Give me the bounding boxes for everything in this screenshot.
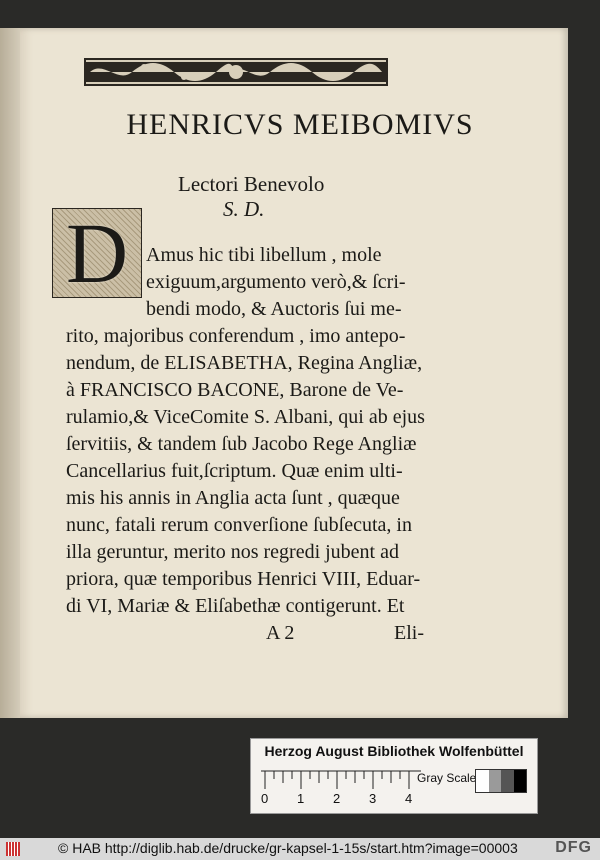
page-heading: HENRICVS MEIBOMIVS	[126, 108, 474, 141]
text-line: mis his annis in Anglia acta ſunt , quæque	[66, 487, 400, 509]
initial-letter: D	[65, 205, 129, 301]
swatch	[514, 770, 527, 792]
text-line: nendum, de ELISABETHA, Regina Angliæ,	[66, 352, 423, 374]
swatch	[501, 770, 514, 792]
text-line: illa geruntur, merito nos regredi jubent ad	[66, 541, 399, 563]
text-line: priora, quæ temporibus Henrici VIII, Eduar-	[66, 568, 421, 590]
text-line: nunc, fatali rerum converſione ſubſecuta, in	[66, 514, 412, 536]
ruler-number: 1	[297, 791, 305, 806]
ruler-number: 4	[405, 791, 413, 806]
text-line: Amus hic tibi libellum , mole	[146, 244, 382, 266]
footer-bar	[0, 838, 600, 860]
colorbar-title: Herzog August Bibliothek Wolfenbüttel	[264, 743, 524, 759]
text-line: rito, majoribus conferendum , imo antepo-	[66, 325, 406, 347]
dfg-logo: DFG	[555, 839, 592, 856]
ruler-number: 2	[333, 791, 341, 806]
text-line: rulamio,& ViceComite S. Albani, qui ab ejus	[66, 406, 425, 428]
hab-logo-icon	[6, 842, 20, 856]
salutation-sd: S. D.	[223, 197, 265, 221]
salutation-line: Lectori Benevolo	[178, 172, 325, 196]
gray-swatches	[475, 769, 527, 793]
signature-mark: A 2	[266, 622, 295, 644]
ruler-scale-icon	[261, 769, 421, 791]
text-line: di VI, Mariæ & Eliſabethæ contigerunt. Et	[66, 595, 405, 617]
headpiece-ornament-icon	[84, 58, 388, 86]
decorated-initial	[52, 205, 142, 301]
text-line: Cancellarius fuit,ſcriptum. Quæ enim ulti-	[66, 460, 403, 482]
text-line: exiguum,argumento verò,& ſcri-	[146, 271, 406, 293]
text-line: à FRANCISCO BACONE, Barone de Ve-	[66, 379, 404, 401]
swatch	[476, 770, 489, 792]
text-line: bendi modo, & Auctoris ſui me-	[146, 298, 402, 320]
ruler-number: 3	[369, 791, 377, 806]
catchword: Eli-	[394, 622, 424, 644]
source-url[interactable]: © HAB http://diglib.hab.de/drucke/gr-kapsel-1-15s/start.htm?image=00003	[58, 840, 518, 856]
gray-scale-label: Gray Scale	[417, 771, 477, 785]
swatch	[489, 770, 502, 792]
text-line: ſervitiis, & tandem ſub Jacobo Rege Angliæ	[66, 433, 417, 455]
ruler-number: 0	[261, 791, 269, 806]
color-calibration-card	[250, 738, 538, 814]
